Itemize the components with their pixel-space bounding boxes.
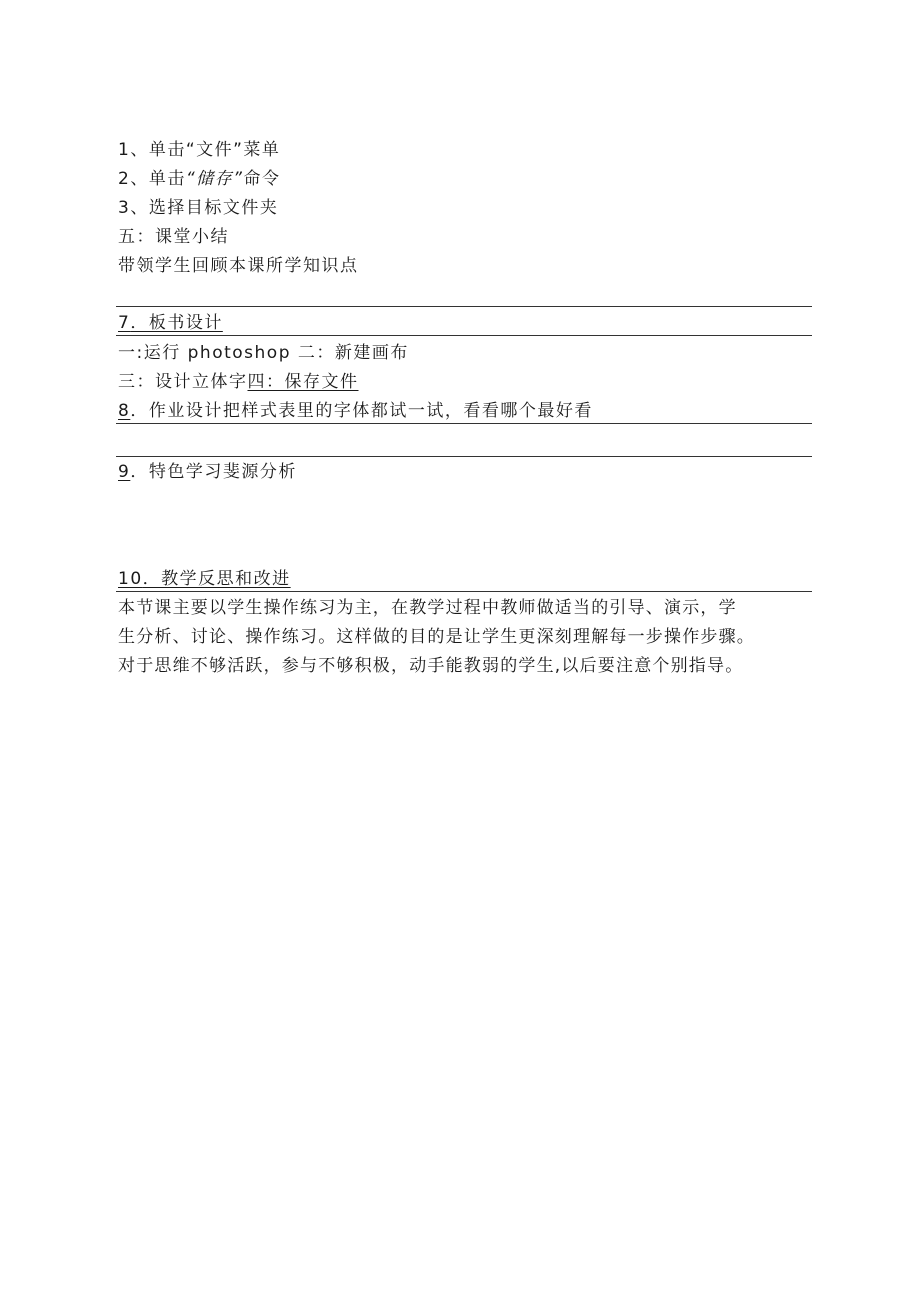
divider [116,423,812,424]
section-number: 8 [118,401,131,421]
board-design-heading [118,311,223,335]
step-2-prefix: 2、单击 [118,169,186,189]
section-number: 7 [118,313,131,333]
step-2 [118,167,280,191]
board-line-1: 一:运行 photoshop 二：新建画布 [118,343,409,363]
resources-text: ．特色学习斐源分析 [130,462,297,482]
paragraph-line: 生分析、讨论、操作练习。这样做的目的是让学生更深刻理解每一步操作步骤。 [118,627,755,647]
summary-text: 带领学生回顾本课所学知识点 [118,256,359,276]
divider [116,335,812,336]
board-item-3: 三：设计立体字 [118,372,248,392]
reflection-heading [118,567,291,591]
paragraph-line: 本节课主要以学生操作练习为主，在教学过程中教师做适当的引导、演示，学 [118,598,737,618]
homework-line [118,399,593,423]
summary-heading: 五：课堂小结 [118,227,229,247]
step-3: 3、选择目标文件夹 [118,198,279,218]
divider [116,591,812,592]
homework-text: ．作业设计把样式表里的字体都试一试，看看哪个最好看 [130,401,593,421]
section-number: 10 [118,569,143,589]
step-2-suffix: 命令 [243,169,281,189]
divider [116,306,812,307]
paragraph-line: 对于思维不够活跃，参与不够积极，动手能教弱的学生,以后要注意个别指导。 [118,656,744,676]
board-item-4: 四：保存文件 [247,372,359,392]
section-title: ．板书设计 [130,313,223,333]
section-number: 9 [118,462,131,482]
board-line-2 [118,370,359,394]
reflection-paragraph [118,594,818,681]
resources-line [118,460,297,484]
step-2-save-term: “储存” [185,169,244,189]
step-1: 1、单击“文件”菜单 [118,140,281,160]
section-title: ．教学反思和改进 [142,569,291,589]
divider [116,456,812,457]
